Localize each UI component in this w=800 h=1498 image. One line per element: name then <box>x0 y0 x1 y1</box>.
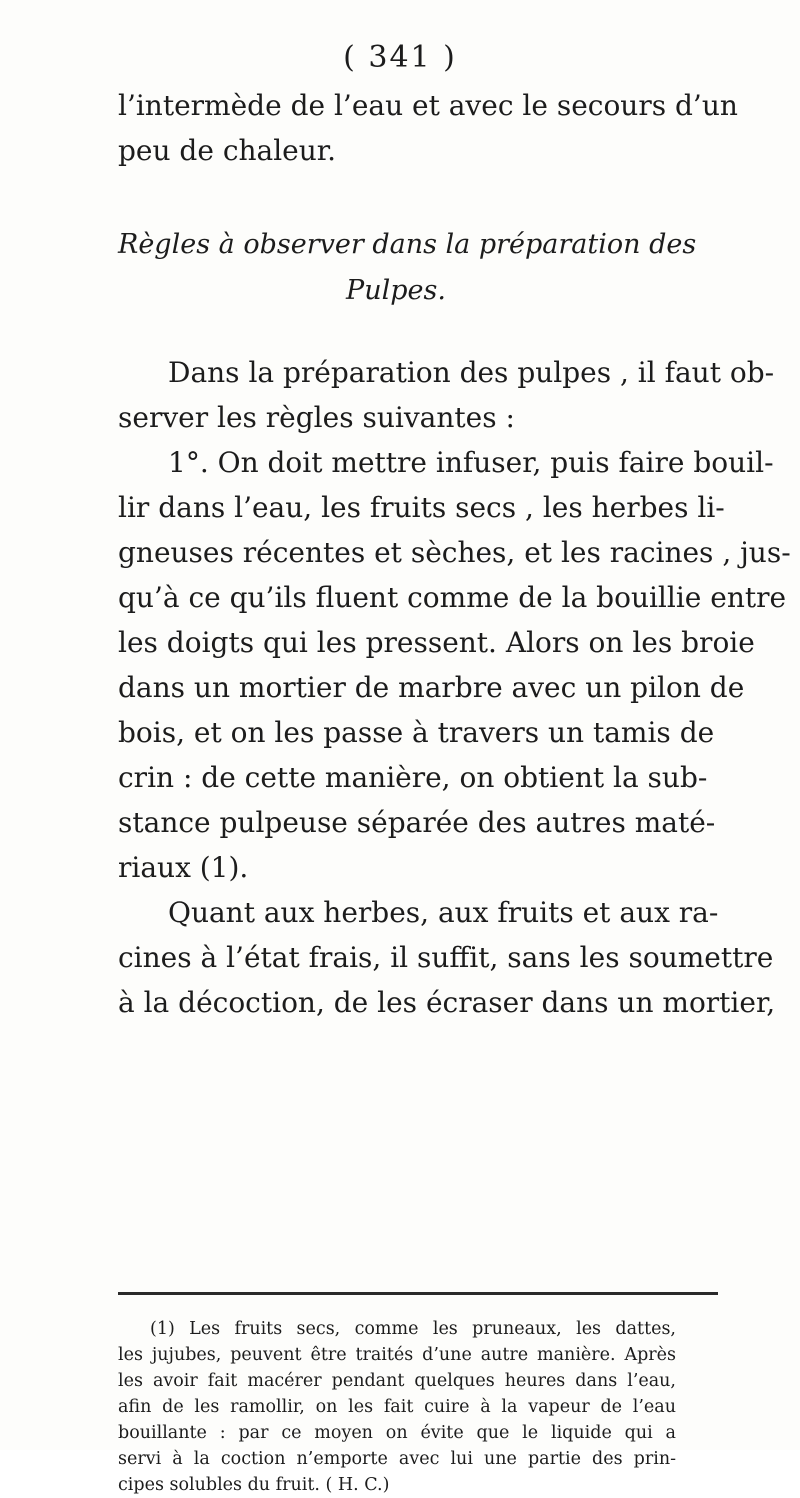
text-line: 1°. On doit mettre infuser, puis faire bouil- <box>168 446 774 479</box>
text-line: Dans la préparation des pulpes , il faut ob- <box>168 356 775 389</box>
paragraph-intro <box>118 350 775 440</box>
text-line: stance pulpeuse séparée des autres maté- <box>118 806 716 839</box>
text-line: à la décoction, de les écraser dans un mortier, <box>118 986 776 1019</box>
text-line: Quant aux herbes, aux fruits et aux ra- <box>168 896 719 929</box>
footnote-line: les avoir fait macérer pendant quelques heures dans l’eau, <box>118 1371 676 1391</box>
text-line: peu de chaleur. <box>118 134 336 167</box>
text-line: les doigts qui les pressent. Alors on les broie <box>118 626 755 659</box>
text-line: lir dans l’eau, les fruits secs , les herbes li- <box>118 491 725 524</box>
footnote <box>118 1316 676 1498</box>
text-line: qu’à ce qu’ils fluent comme de la bouillie entre <box>118 581 787 614</box>
footnote-line: cipes solubles du fruit. ( H. C.) <box>118 1475 390 1495</box>
text-line: l’intermède de l’eau et avec le secours d’un <box>118 89 738 122</box>
section-heading <box>118 222 697 314</box>
footnote-line: bouillante : par ce moyen on évite que le liquide qui a <box>118 1423 676 1443</box>
text-line: dans un mortier de marbre avec un pilon de <box>118 671 745 704</box>
text-line: crin : de cette manière, on obtient la sub- <box>118 761 708 794</box>
page-number: ( 341 ) <box>343 40 457 75</box>
footnote-line: servi à la coction n’emporte avec lui une partie des prin- <box>118 1449 676 1469</box>
text-line: server les règles suivantes : <box>118 401 515 434</box>
footnote-separator-rule <box>118 1292 718 1295</box>
text-line: riaux (1). <box>118 851 249 884</box>
paragraph-rule-one <box>118 440 791 890</box>
heading-line: Règles à observer dans la préparation des <box>118 229 697 260</box>
footnote-line: (1) Les fruits secs, comme les pruneaux, les dattes, <box>150 1319 676 1339</box>
main-text <box>118 350 791 1025</box>
heading-line: Pulpes. <box>346 275 446 306</box>
footnote-line: afin de les ramollir, on les fait cuire à la vapeur de l’eau <box>118 1397 676 1417</box>
footnote-line: les jujubes, peuvent être traités d’une autre manière. Après <box>118 1345 676 1365</box>
paragraph-fresh-herbs <box>118 890 776 1025</box>
text-line: bois, et on les passe à travers un tamis de <box>118 716 715 749</box>
text-line: cines à l’état frais, il suffit, sans les soumettre <box>118 941 774 974</box>
text-line: gneuses récentes et sèches, et les racines , jus- <box>118 536 791 569</box>
continuation-text <box>118 83 738 173</box>
